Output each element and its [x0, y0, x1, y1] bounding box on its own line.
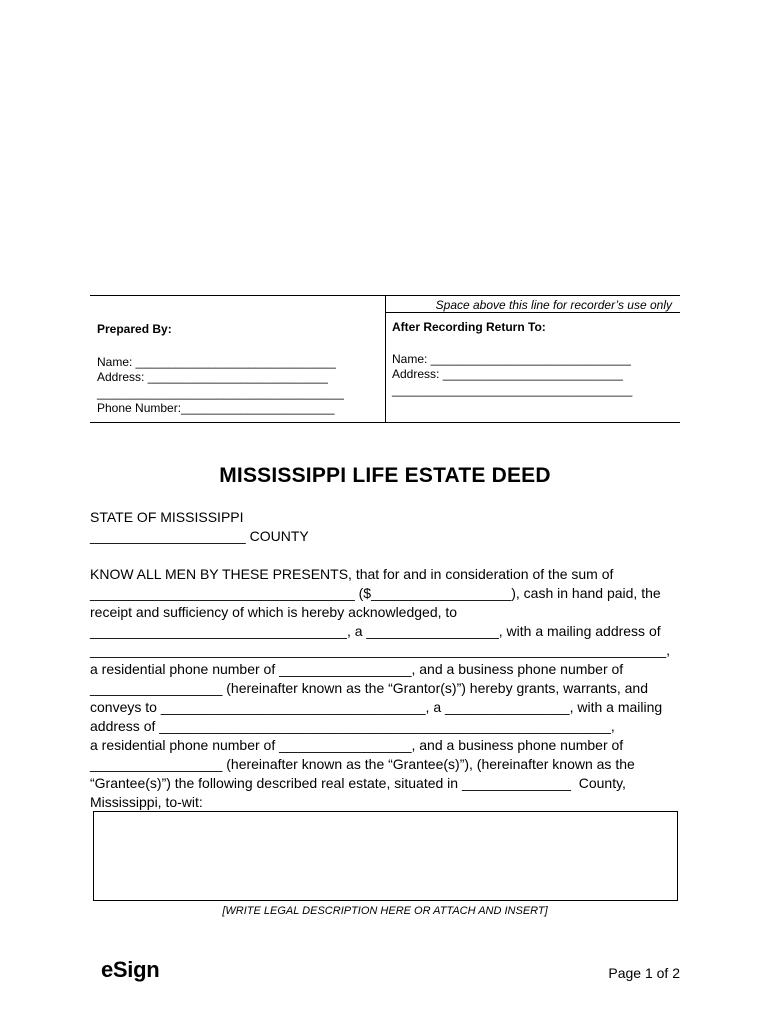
state-line: STATE OF MISSISSIPPI — [90, 509, 244, 525]
grantee-phone-field[interactable]: a residential phone number of _________________, and a business phone number of — [90, 737, 624, 753]
recorder-line — [386, 312, 680, 313]
consideration-field[interactable]: __________________________________ ($__________________), cash in hand paid, the — [90, 585, 661, 601]
legal-description-box[interactable] — [93, 811, 678, 901]
grantor-address-field[interactable]: __________________________________________________________________________, — [90, 642, 671, 658]
legal-description-caption: [WRITE LEGAL DESCRIPTION HERE OR ATTACH AND INSERT] — [222, 905, 548, 917]
deed-body — [90, 565, 690, 812]
return-to-address-field[interactable]: Address: ___________________________ — [392, 367, 623, 381]
recorder-section — [90, 295, 680, 423]
body-line: receipt and sufficiency of which is hereby acknowledged, to — [90, 604, 458, 620]
venue-block — [90, 508, 309, 546]
grantee-name-field[interactable]: conveys to __________________________________, a ________________, with a mailing — [90, 699, 663, 715]
grantee-business-phone-field[interactable]: _________________ (hereinafter known as the “Grantee(s)”), (hereinafter known as the — [90, 756, 635, 772]
prepared-by-phone-field[interactable]: Phone Number:_______________________ — [97, 401, 335, 415]
return-to-name-field[interactable]: Name: ______________________________ — [392, 351, 631, 366]
property-county-field[interactable]: “Grantee(s)”) the following described real estate, situated in ______________ County, — [90, 775, 626, 791]
esign-logo: eSign — [101, 957, 160, 982]
prepared-by-address-field[interactable]: Address: ___________________________ — [97, 370, 328, 384]
body-line: Mississippi, to-wit: — [90, 794, 203, 810]
return-to-address-line2-field[interactable]: ____________________________________ — [392, 382, 633, 397]
prepared-by-address-line2-field[interactable]: _____________________________________ — [97, 385, 344, 400]
page-number: Page 1 of 2 — [608, 965, 680, 981]
grantor-business-phone-field[interactable]: _________________ (hereinafter known as the “Grantor(s)”) hereby grants, warrants, and — [90, 680, 648, 696]
body-line: KNOW ALL MEN BY THESE PRESENTS, that for and in consideration of the sum of — [90, 566, 614, 582]
column-divider — [385, 296, 386, 422]
county-field[interactable]: ____________________ COUNTY — [90, 528, 309, 544]
recorder-note: Space above this line for recorder’s use only — [435, 298, 672, 312]
document-title: MISSISSIPPI LIFE ESTATE DEED — [219, 464, 551, 487]
grantor-phone-field[interactable]: a residential phone number of _________________, and a business phone number of — [90, 661, 624, 677]
prepared-by-block — [97, 322, 377, 417]
grantor-name-field[interactable]: _________________________________, a _________________, with a mailing address of — [90, 623, 661, 639]
prepared-by-name-field[interactable]: Name: ______________________________ — [97, 354, 336, 369]
return-to-block — [392, 320, 677, 398]
return-to-heading: After Recording Return To: — [392, 320, 546, 334]
prepared-by-heading: Prepared By: — [97, 322, 172, 336]
grantee-address-field[interactable]: address of __________________________________________________________, — [90, 718, 615, 734]
